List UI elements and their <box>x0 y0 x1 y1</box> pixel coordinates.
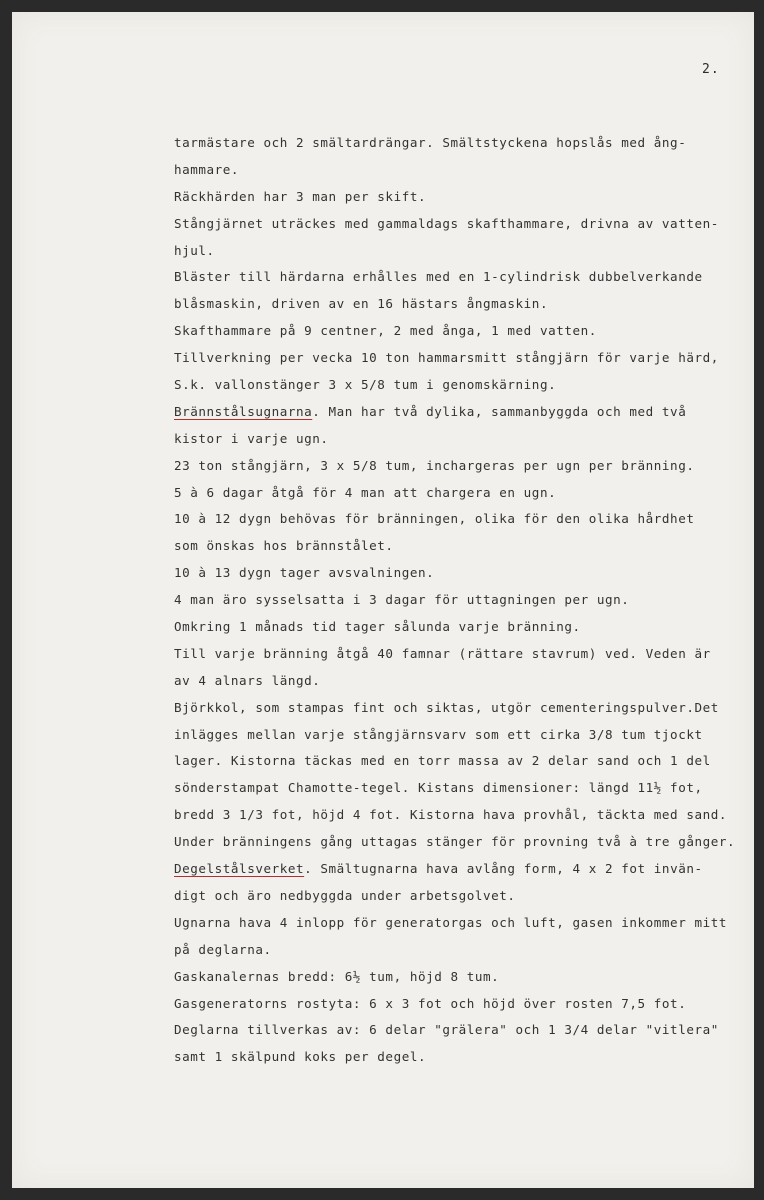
text-line <box>174 506 734 533</box>
line-text: tarmästare och 2 smältardrängar. Smältstyckena hopslås med ång- <box>174 135 687 150</box>
line-text: Under bränningens gång uttagas stänger för provning två à tre gånger. <box>174 834 736 850</box>
text-line <box>174 264 734 291</box>
line-text: på deglarna. <box>174 941 272 957</box>
text-line <box>174 802 734 829</box>
text-line <box>174 748 734 775</box>
line-text: 23 ton stångjärn, 3 x 5/8 tum, inchargeras per ugn per bränning. <box>174 457 695 473</box>
text-line <box>174 829 734 856</box>
line-text: Ugnarna hava 4 inlopp för generatorgas och luft, gasen inkommer mitt <box>174 914 727 930</box>
line-text: lager. Kistorna täckas med en torr massa av 2 delar sand och 1 del <box>174 753 711 769</box>
line-text: Till varje bränning åtgå 40 famnar (rättare stavrum) ved. Veden är <box>174 645 711 661</box>
text-line <box>174 937 734 964</box>
line-text: av 4 alnars längd. <box>174 672 321 688</box>
text-line <box>174 238 734 265</box>
text-line <box>174 291 734 318</box>
text-line <box>174 910 734 937</box>
text-line <box>174 775 734 802</box>
line-text: Deglarna tillverkas av: 6 delar "grälera" och 1 3/4 delar "vitlera" <box>174 1022 719 1038</box>
line-text: blåsmaskin, driven av en 16 hästars ångmaskin. <box>174 296 549 312</box>
text-line <box>174 480 734 507</box>
text-line <box>174 184 734 211</box>
text-line <box>174 157 734 184</box>
line-text: samt 1 skälpund koks per degel. <box>174 1049 427 1065</box>
text-line <box>174 1044 734 1071</box>
line-text: Bläster till härdarna erhålles med en 1-cylindrisk dubbelverkande <box>174 269 703 285</box>
line-text: kistor i varje ugn. <box>174 430 329 446</box>
text-line <box>174 668 734 695</box>
section-heading: Brännstålsugnarna <box>174 403 313 419</box>
text-line <box>174 964 734 991</box>
line-text: Omkring 1 månads tid tager sålunda varje bränning. <box>174 619 581 635</box>
text-line <box>174 211 734 238</box>
text-line <box>174 130 734 157</box>
text-line <box>174 533 734 560</box>
text-line <box>174 641 734 668</box>
text-line <box>174 883 734 910</box>
text-line <box>174 614 734 641</box>
line-text: 5 à 6 dagar åtgå för 4 man att chargera en ugn. <box>174 484 557 500</box>
line-text: som önskas hos brännstålet. <box>174 538 394 554</box>
line-text: sönderstampat Chamotte-tegel. Kistans dimensioner: längd 11½ fot, <box>174 780 703 796</box>
line-text: 4 man äro sysselsatta i 3 dagar för uttagningen per ugn. <box>174 592 630 608</box>
text-line <box>174 991 734 1018</box>
text-line <box>174 695 734 722</box>
line-text: Tillverkning per vecka 10 ton hammarsmitt stångjärn för varje härd, <box>174 350 719 366</box>
text-line <box>174 318 734 345</box>
line-text: Björkkol, som stampas fint och siktas, utgör cementeringspulver.Det <box>174 699 719 715</box>
line-text: Räckhärden har 3 man per skift. <box>174 188 427 204</box>
text-line <box>174 722 734 749</box>
line-text: hammare. <box>174 161 240 177</box>
text-line <box>174 856 734 883</box>
line-text: . Man har två dylika, sammanbyggda och med två <box>312 403 687 419</box>
line-text: hjul. <box>174 242 215 258</box>
line-text: S.k. vallonstänger 3 x 5/8 tum i genomskärning. <box>174 377 557 393</box>
text-line <box>174 560 734 587</box>
line-text: bredd 3 1/3 fot, höjd 4 fot. Kistorna hava provhål, täckta med sand. <box>174 807 727 823</box>
line-text: inlägges mellan varje stångjärnsvarv som ett cirka 3/8 tum tjockt <box>174 726 703 742</box>
line-text: Skafthammare på 9 centner, 2 med ånga, 1 med vatten. <box>174 323 597 339</box>
line-text: digt och äro nedbyggda under arbetsgolvet. <box>174 887 516 903</box>
text-line <box>174 399 734 426</box>
line-text: 10 à 13 dygn tager avsvalningen. <box>174 565 435 581</box>
text-line <box>174 426 734 453</box>
line-text: Gasgeneratorns rostyta: 6 x 3 fot och höjd över rosten 7,5 fot. <box>174 995 687 1011</box>
line-text: 10 à 12 dygn behövas för bränningen, olika för den olika hårdhet <box>174 511 695 527</box>
text-line <box>174 345 734 372</box>
page-number: 2. <box>702 62 720 77</box>
document-page <box>12 12 754 1188</box>
line-text: Stångjärnet uträckes med gammaldags skafthammare, drivna av vatten- <box>174 215 719 231</box>
typewritten-text <box>174 130 734 1071</box>
line-text: . Smältugnarna hava avlång form, 4 x 2 fot invän- <box>304 861 703 877</box>
line-text: Gaskanalernas bredd: 6½ tum, höjd 8 tum. <box>174 968 500 984</box>
text-line <box>174 587 734 614</box>
text-line <box>174 372 734 399</box>
section-heading: Degelstålsverket <box>174 861 305 877</box>
text-line <box>174 453 734 480</box>
text-line <box>174 1017 734 1044</box>
